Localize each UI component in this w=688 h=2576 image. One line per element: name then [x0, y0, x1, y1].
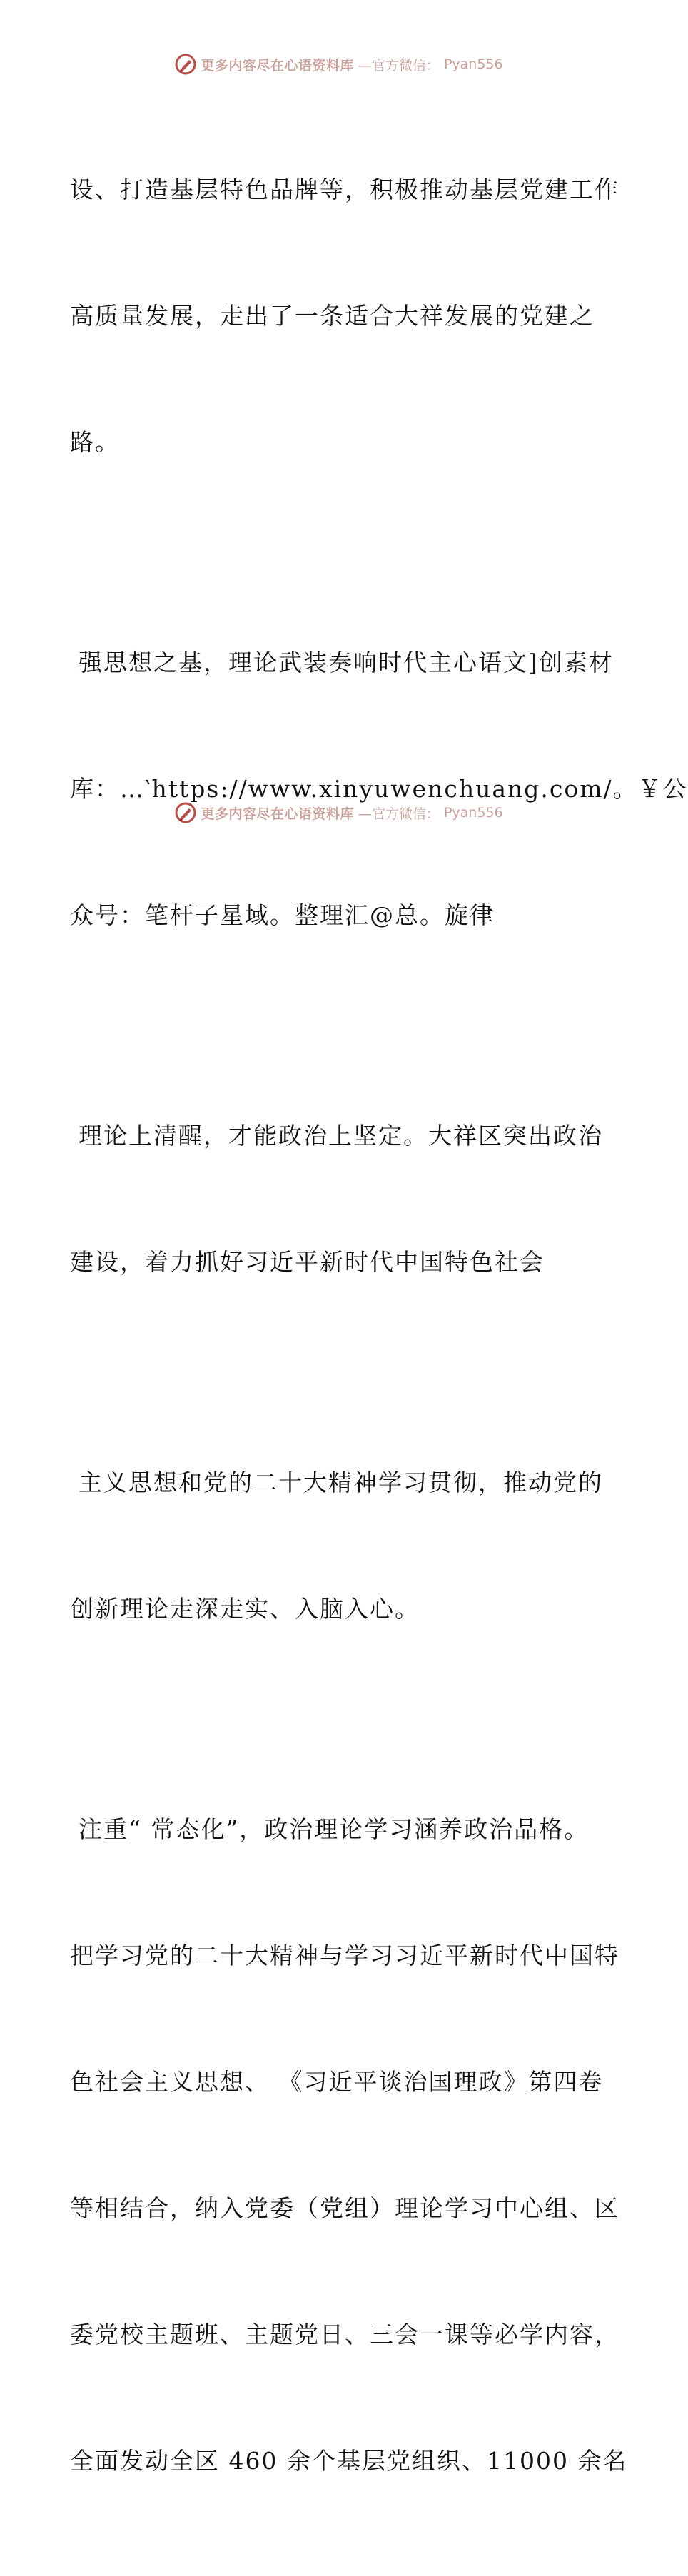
- text-line: 库：…‵https://www.xinyuwenchuang.com/。￥公: [70, 775, 688, 803]
- text-line: 等相结合，纳入党委（党组）理论学习中心组、区: [70, 2194, 619, 2222]
- text-line: 理论上清醒，才能政治上坚定。大祥区突出政治: [79, 1122, 603, 1150]
- text-line: 把学习党的二十大精神与学习习近平新时代中国特: [70, 1942, 619, 1969]
- paragraph-3: [70, 1030, 612, 1367]
- text-line: 设、打造基层特色品牌等，积极推动基层党建工作: [70, 176, 619, 203]
- pen-logo-icon: [175, 802, 196, 823]
- text-line: 建设，着力抓好习近平新时代中国特色社会: [70, 1248, 545, 1276]
- paragraph-2: [70, 557, 688, 1020]
- text-line: 注重“ 常态化”，政治理论学习涵养政治品格。: [79, 1815, 590, 1843]
- watermark-wechat: Pyan556: [443, 805, 503, 821]
- watermark-title: 更多内容尽在心语资料库: [201, 806, 354, 822]
- text-line: 创新理论走深走实、入脑入心。: [70, 1595, 420, 1623]
- paragraph-1: [70, 84, 619, 547]
- text-line: 强思想之基，理论武装奏响时代主心语文]创素材: [79, 649, 614, 676]
- text-line: 全面发动全区 460 余个基层党组织、11000 余名: [70, 2447, 628, 2475]
- text-line: 色社会主义思想、 《习近平谈治国理政》第四卷: [70, 2068, 604, 2096]
- watermark-separator: —官方微信：: [358, 806, 440, 822]
- paragraph-4: [70, 1377, 612, 1714]
- watermark-title: 更多内容尽在心语资料库: [201, 57, 354, 73]
- header-watermark: [0, 51, 678, 77]
- footer-watermark: [0, 800, 678, 826]
- text-line: 路。: [70, 428, 120, 456]
- paragraph-5: [70, 1724, 628, 2566]
- text-line: 委党校主题班、主题党日、三会一课等必学内容，: [70, 2321, 619, 2348]
- pen-logo-icon: [175, 54, 196, 75]
- document-body: [70, 84, 688, 2576]
- text-line: 高质量发展，走出了一条适合大祥发展的党建之: [70, 302, 595, 330]
- watermark-separator: —官方微信：: [358, 57, 440, 73]
- text-line: 众号：笔杆子星域。整理汇@总。旋律: [70, 901, 495, 929]
- text-line: 主义思想和党的二十大精神学习贯彻，推动党的: [79, 1469, 603, 1496]
- watermark-wechat: Pyan556: [443, 56, 503, 72]
